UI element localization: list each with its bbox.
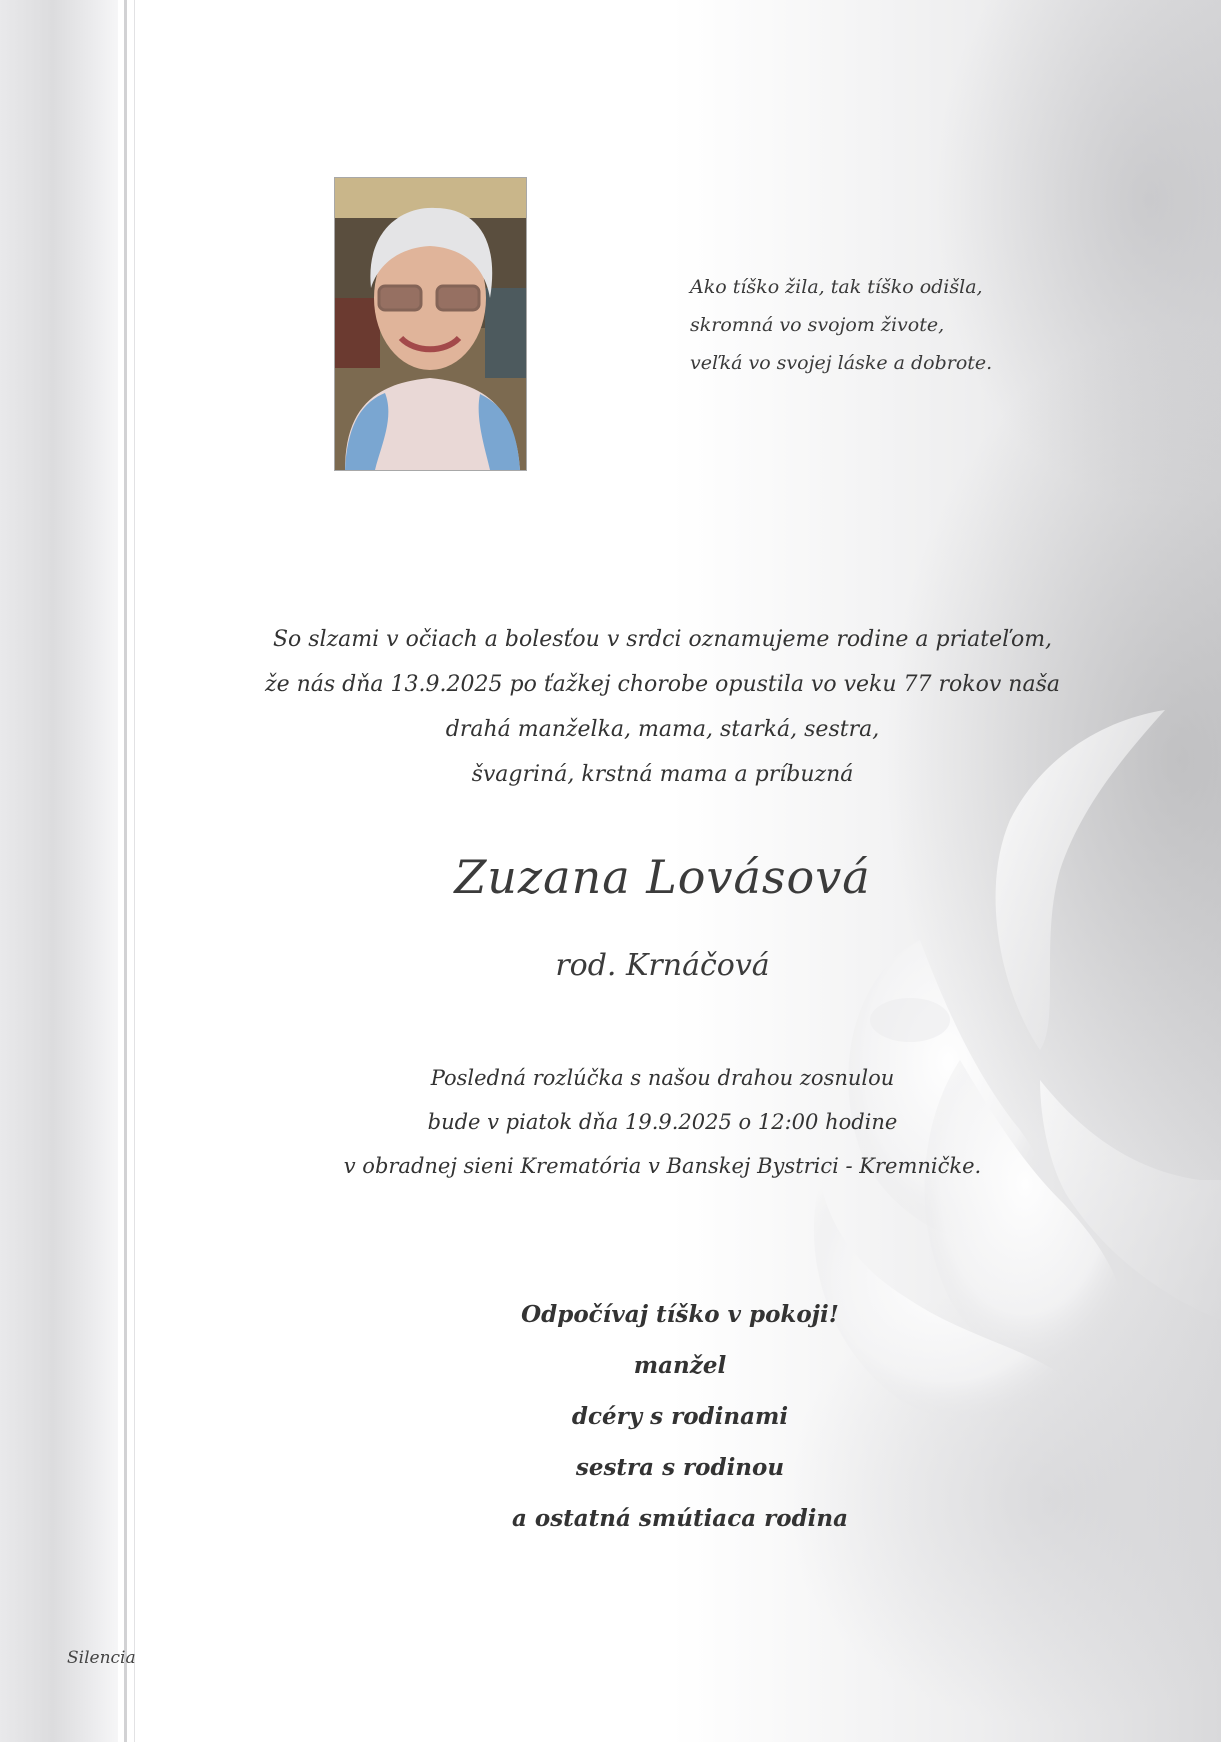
motto-line: Ako tíško žila, tak tíško odišla,: [690, 276, 983, 298]
announcement-line: že nás dňa 13.9.2025 po ťažkej chorobe opustila vo veku 77 rokov naša: [265, 672, 1060, 697]
closing-section: [300, 1289, 1060, 1544]
decorative-line: [124, 0, 127, 1742]
funeral-details: [160, 1056, 1165, 1188]
funeral-line: v obradnej sieni Krematória v Banskej Bystrici - Kremničke.: [343, 1154, 982, 1178]
decorative-left-strip: [0, 0, 118, 1742]
deceased-name: Zuzana Lovásová: [454, 850, 871, 904]
mourner-line: dcéry s rodinami: [571, 1403, 789, 1430]
mourner-line: a ostatná smútiaca rodina: [511, 1505, 849, 1532]
funeral-line: bude v piatok dňa 19.9.2025 o 12:00 hodine: [427, 1110, 898, 1134]
announcement-line: drahá manželka, mama, starká, sestra,: [445, 717, 880, 742]
announcement-text: [160, 617, 1165, 797]
funeral-line: Posledná rozlúčka s našou drahou zosnulou: [430, 1066, 895, 1090]
motto-line: skromná vo svojom živote,: [690, 314, 945, 336]
mourner-line: sestra s rodinou: [575, 1454, 785, 1481]
decorative-line: [134, 0, 135, 1742]
motto-line: veľká vo svojej láske a dobrote.: [690, 352, 993, 374]
portrait-photo: [334, 177, 527, 471]
announcement-line: So slzami v očiach a bolesťou v srdci oznamujeme rodine a priateľom,: [272, 627, 1053, 652]
mourner-line: manžel: [633, 1352, 727, 1379]
maiden-name: rod. Krnáčová: [555, 948, 770, 983]
portrait-image: [335, 178, 526, 470]
announcement-line: švagriná, krstná mama a príbuzná: [471, 762, 854, 787]
motto-verse: [690, 268, 1070, 382]
rest-in-peace-text: Odpočívaj tíško v pokoji!: [521, 1301, 839, 1328]
footer-brand: Silencia: [67, 1648, 136, 1668]
